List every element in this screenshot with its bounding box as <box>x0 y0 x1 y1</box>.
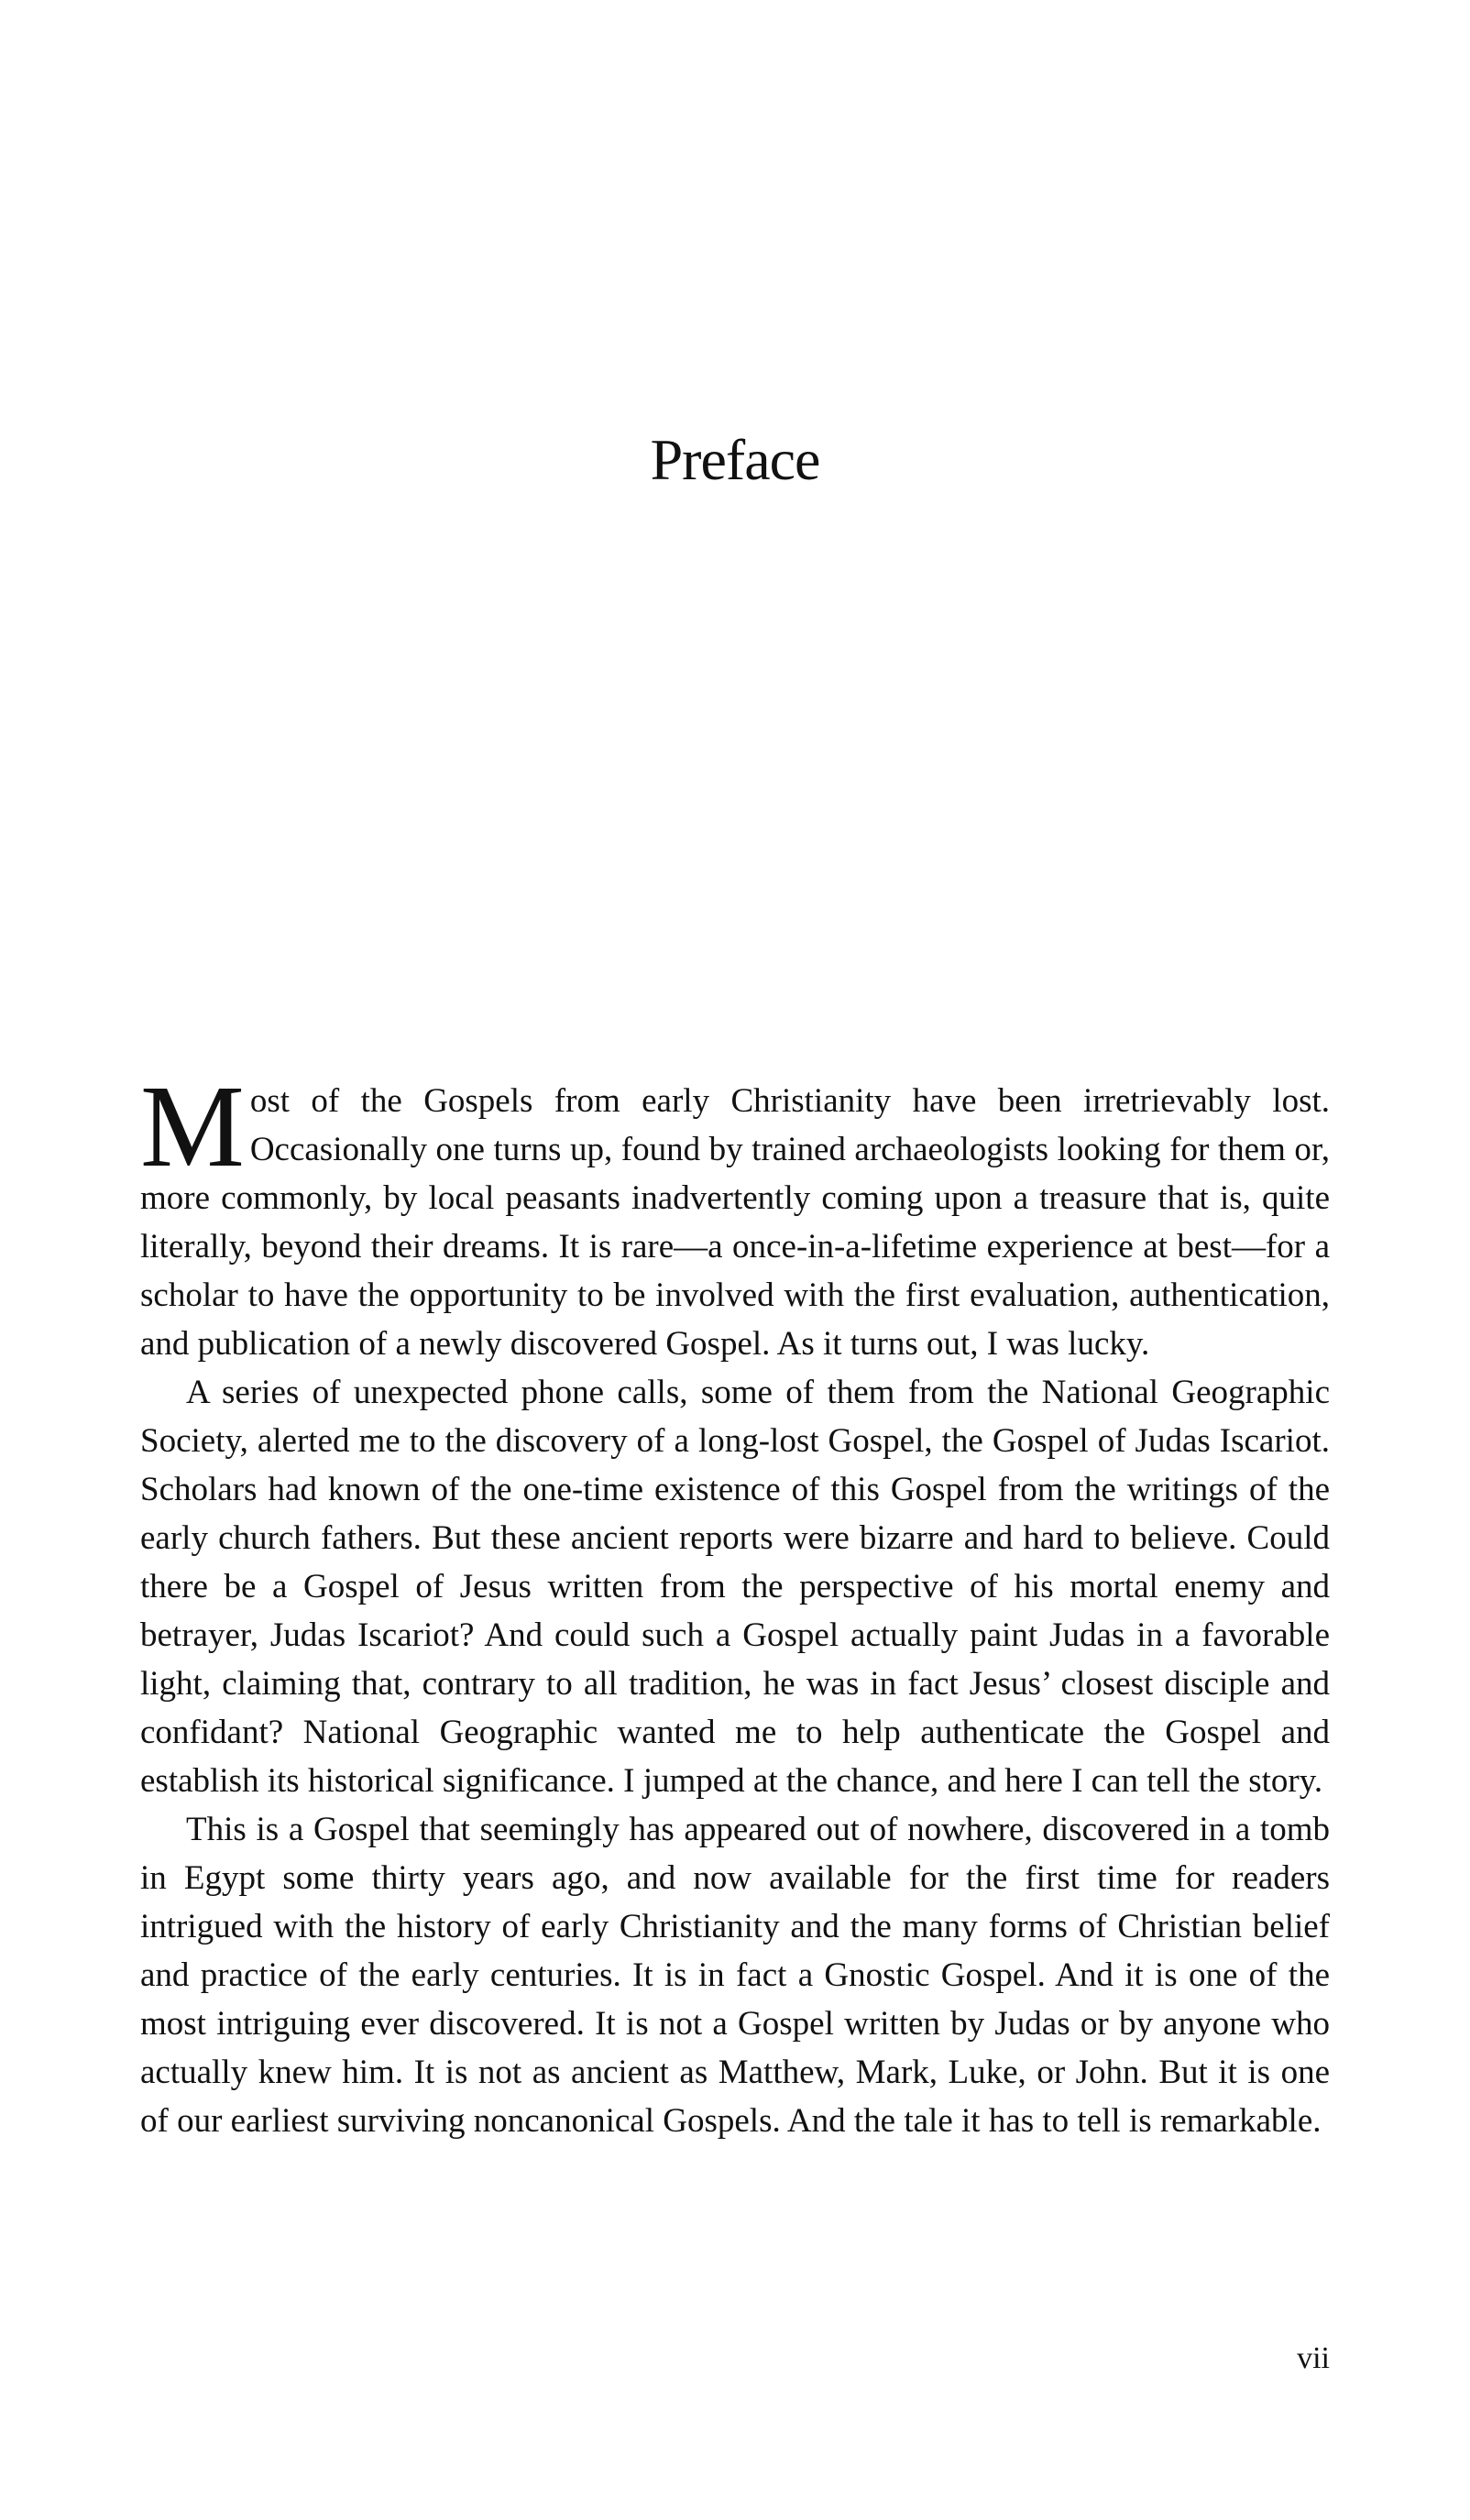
paragraph-1 <box>140 1061 1330 1368</box>
paragraph-2: A series of unexpected phone calls, some of them from the National Geographic Society, alerted me to the discovery of a long-lost Gospel, the Gospel of Judas Iscariot. Scholars had known of the one-time existence of this Gospel from the writings of the early church fathers. But these ancient reports were bizarre and hard to believe. Could there be a Gospel of Jesus written from the perspective of his mortal enemy and betrayer, Judas Iscariot? And could such a Gospel actually paint Judas in a favorable light, claiming that, contrary to all tradition, he was in fact Jesus’ closest disciple and confidant? National Geographic wanted me to help authenticate the Gospel and establish its historical significance. I jumped at the chance, and here I can tell the story. <box>140 1374 1330 1800</box>
paragraph-1-text: ost of the Gospels from early Christianity have been irretrievably lost. Occasionally one turns up, found by trained archaeologists looking for them or, more commonly, by local peasants inadvertently coming upon a treasure that is, quite literally, beyond their dreams. It is rare—a once-in-a-lifetime experience at best—for a scholar to have the opportunity to be involved with the first evaluation, authentication, and publication of a newly discovered Gospel. As it turns out, I was lucky. <box>140 1082 1330 1363</box>
page-number: vii <box>1297 2341 1330 2375</box>
drop-cap: M <box>140 1061 245 1191</box>
preface-body <box>140 1061 1330 2145</box>
paragraph-3: This is a Gospel that seemingly has appeared out of nowhere, discovered in a tomb in Egypt some thirty years ago, and now available for the first time for readers intrigued with the history of early Christianity and the many forms of Christian belief and practice of the early centuries. It is in fact a Gnostic Gospel. And it is one of the most intriguing ever discovered. It is not a Gospel written by Judas or by anyone who actually knew him. It is not as ancient as Matthew, Mark, Luke, or John. But it is one of our earliest surviving noncanonical Gospels. And the tale it has to tell is remarkable. <box>140 1811 1330 2140</box>
page-title: Preface <box>650 427 820 492</box>
